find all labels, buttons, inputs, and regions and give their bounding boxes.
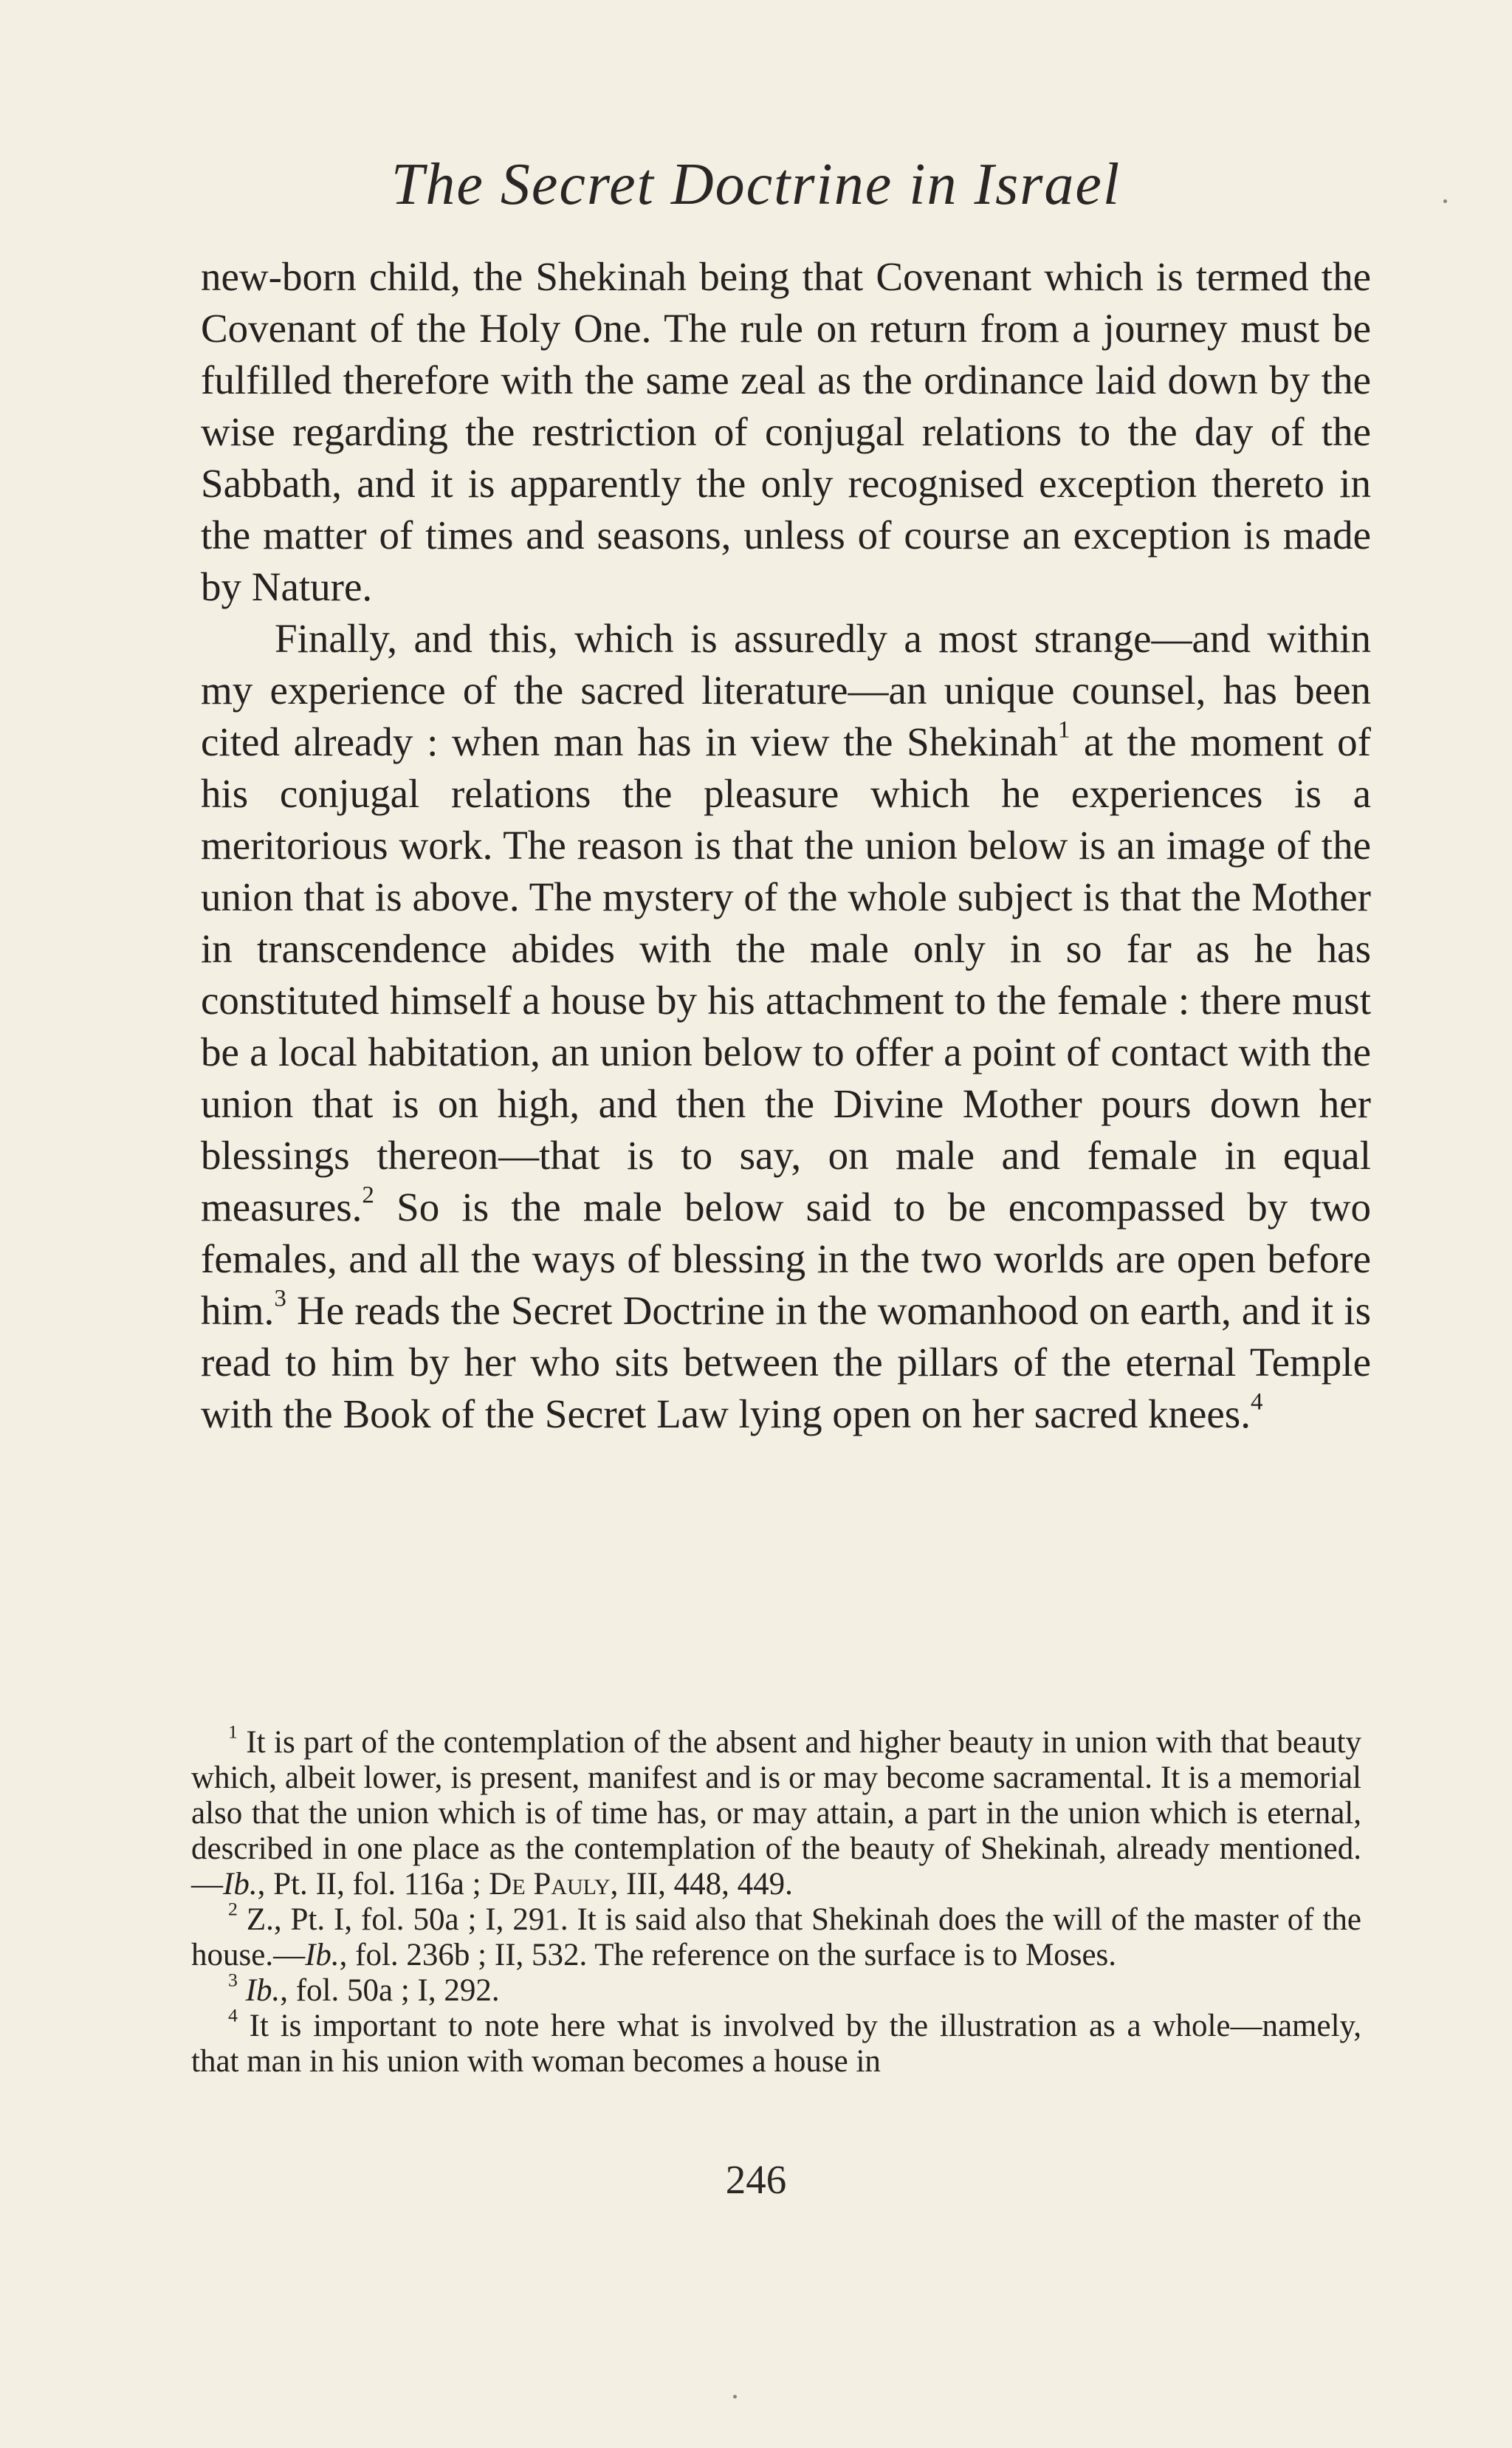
footnote-1-ib: Ib. [223,1867,258,1902]
footnote-ref-1: 1 [1057,716,1071,744]
running-head: The Secret Doctrine in Israel [391,152,1121,217]
footnote-4-text-a: It is important to note here what is involved by the illustration as a whole—namely, that man in his union with woman becomes a house in [191,2009,1361,2079]
page-number: 246 [725,2157,787,2202]
scan-speck [733,2395,737,2399]
footnote-1-text-a: It is part of the contemplation of the absent and higher beauty in union with that beauty which, albeit lower, is present, manifest and is or may become sacramental. It is a memorial also that the union which is of time has, or may attain, a part in the union which is eternal, described in one place as the contemplation of the beauty of Shekinah, already mentioned.— [191,1725,1361,1902]
footnote-4-mark: 4 [228,2004,238,2026]
footnote-3-mark: 3 [228,1969,238,1991]
footnote-1-text-b: , Pt. II, fol. 116a ; [257,1867,489,1902]
footnote-ref-3: 3 [274,1285,286,1312]
paragraph-2-text-b: at the moment of his conjugal relations the pleasure which he experiences is a meritorious work. The reason is that the union below is an image of the union that is above. The mystery of the whole subject is that the Mother in transcendence abides with the male only in so far as he has constituted himself a house by his attachment to the female : there must be a local habitation, an union below to offer a point of contact with the union that is on high, and then the Divine Mother pours down her blessings thereon—that is to say, on male and female in equal measures. [201,719,1371,1230]
footnote-ref-2: 2 [362,1182,374,1209]
footnote-1-author: De Pauly [489,1867,611,1902]
footnotes [191,1721,1361,2080]
footnote-2-ib: Ib. [305,1938,340,1972]
footnote-1-mark: 1 [228,1721,238,1743]
footnote-3-text-b: , fol. 50a ; I, 292. [280,1973,500,2008]
footnote-4 [191,2004,1361,2080]
footnote-1-text-c: , III, 448, 449. [610,1867,793,1902]
footnote-1 [191,1721,1361,1902]
paragraph-2 [201,613,1371,1440]
footnote-2-text-a: Z., Pt. I, fol. 50a ; I, 291. It is said also that Shekinah does the will of the master of the house.— [191,1902,1361,1972]
footnote-2-text-b: , fol. 236b ; II, 532. The reference on the surface is to Moses. [339,1938,1117,1972]
footnote-2 [191,1898,1361,1973]
footnote-ref-4: 4 [1250,1388,1263,1416]
footnote-3 [191,1969,1361,2009]
main-text [201,251,1371,1440]
footnote-2-mark: 2 [228,1898,238,1920]
footnote-3-ib: Ib. [245,1973,281,2008]
scan-speck [1443,199,1447,203]
paragraph-2-text-d: He reads the Secret Doctrine in the womanhood on earth, and it is read to him by her who sits between the pillars of the eternal Temple with the Book of the Secret Law lying open on her sacred knees. [201,1288,1371,1436]
paragraph-2-text-a: Finally, and this, which is assuredly a most strange—and within my experience of the sacred literature—an unique counsel, has been cited already : when man has in view the Shekinah [201,616,1371,764]
paragraph-1: new-born child, the Shekinah being that Covenant which is termed the Covenant of the Holy One. The rule on return from a journey must be fulfilled therefore with the same zeal as the ordinance laid down by the wise regarding the restriction of conjugal relations to the day of the Sabbath, and it is apparently the only recognised exception thereto in the matter of times and seasons, unless of course an exception is made by Nature. [201,254,1371,609]
paragraph-2-text-c: So is the male below said to be encompassed by two females, and all the ways of blessing in the two worlds are open before him. [201,1184,1371,1333]
